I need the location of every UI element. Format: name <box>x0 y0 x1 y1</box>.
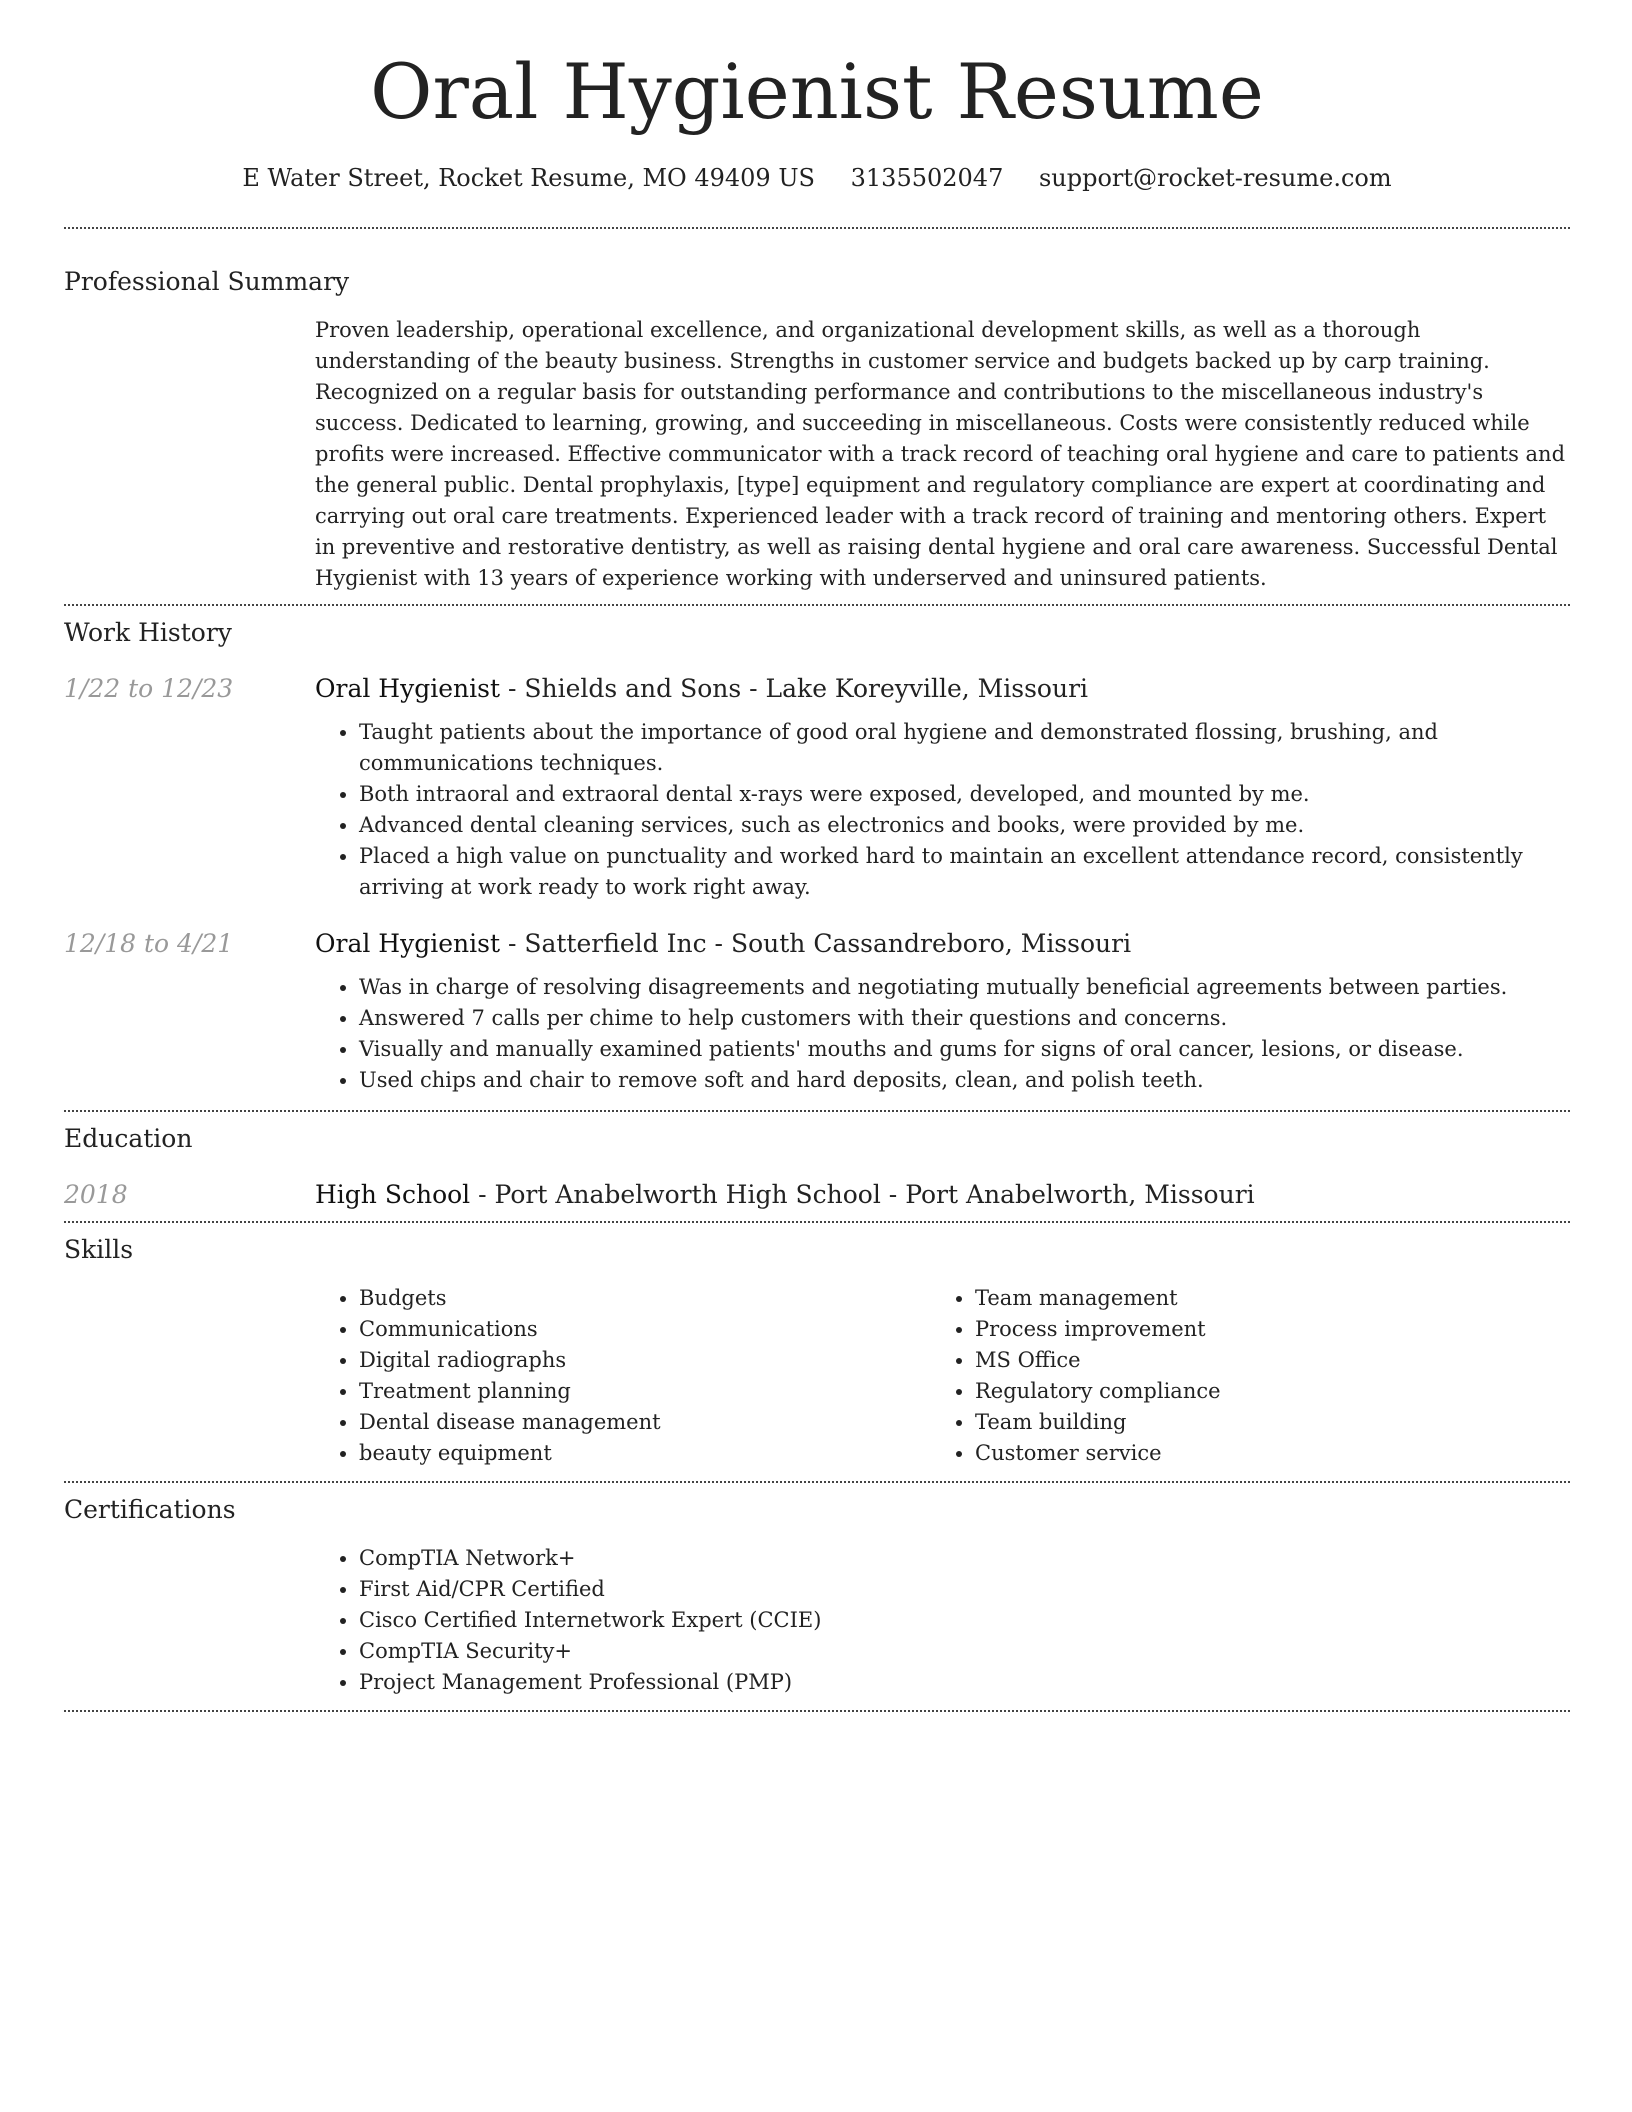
contact-line <box>64 164 1570 193</box>
summary-text: Proven leadership, operational excellence, and organizational development skills, as well as a thorough understanding of the beauty business. Strengths in customer service and budgets backed up by carp training. Recognized on a regular basis for outstanding performance and contributions to the miscellaneous industry's success. Dedicated to learning, growing, and succeeding in miscellaneous. Costs were consistently reduced while profits were increased. Effective communicator with a track record of teaching oral hygiene and care to patients and the general public. Dental prophylaxis, [type] equipment and regulatory compliance are expert at coordinating and carrying out oral care treatments. Experienced leader with a track record of training and mentoring others. Expert in preventive and restorative dentistry, as well as raising dental hygiene and oral care awareness. Successful Dental Hygienist with 13 years of experience working with underserved and uninsured patients. <box>315 317 1566 590</box>
job-bullet: • Answered 7 calls per chime to help customers with their questions and concerns. <box>359 1003 1570 1034</box>
certification-item: • Cisco Certified Internetwork Expert (CCIE) <box>359 1605 1570 1636</box>
divider <box>64 604 1570 606</box>
job-bullet: • Taught patients about the importance of good oral hygiene and demonstrated flossing, brushing, and communications techniques. <box>359 717 1570 779</box>
job-employer: - Shields and Sons - Lake Koreyville, Missouri <box>500 673 1089 703</box>
skills-grid <box>315 1283 1570 1469</box>
skill-item: • Regulatory compliance <box>975 1376 1547 1407</box>
section-heading-certifications: Certifications <box>64 1494 236 1524</box>
certification-item: • First Aid/CPR Certified <box>359 1574 1570 1605</box>
job-dates: 1/22 to 12/23 <box>64 673 234 703</box>
certification-item: • CompTIA Security+ <box>359 1636 1570 1667</box>
skills-list-right <box>931 1283 1547 1469</box>
skill-item: • Digital radiographs <box>359 1345 931 1376</box>
skill-item: • Customer service <box>975 1438 1547 1469</box>
skills-list-left <box>315 1283 931 1469</box>
divider <box>64 1110 1570 1112</box>
education-title <box>315 1180 1255 1209</box>
job-bullet: • Used chips and chair to remove soft and hard deposits, clean, and polish teeth. <box>359 1065 1570 1096</box>
section-heading-education: Education <box>64 1123 193 1153</box>
job-dates: 12/18 to 4/21 <box>64 928 234 958</box>
education-date: 2018 <box>64 1179 128 1209</box>
contact-address: E Water Street, Rocket Resume, MO 49409 US <box>242 164 815 192</box>
skill-item: • Process improvement <box>975 1314 1547 1345</box>
resume-title: Oral Hygienist Resume <box>370 47 1264 136</box>
certification-item: • CompTIA Network+ <box>359 1543 1570 1574</box>
contact-phone: 3135502047 <box>850 164 1004 192</box>
certifications-list <box>315 1543 1570 1698</box>
section-heading-work: Work History <box>64 617 232 647</box>
divider <box>64 1710 1570 1712</box>
divider <box>64 227 1570 229</box>
skill-item: • Team management <box>975 1283 1547 1314</box>
skill-item: • Treatment planning <box>359 1376 931 1407</box>
job-bullets <box>315 972 1570 1096</box>
job-bullet: • Visually and manually examined patients' mouths and gums for signs of oral cancer, lesions, or disease. <box>359 1034 1570 1065</box>
job-entry <box>64 674 1570 903</box>
education-degree: High School <box>315 1179 471 1209</box>
divider <box>64 1221 1570 1223</box>
certification-item: • Project Management Professional (PMP) <box>359 1667 1570 1698</box>
skill-item: • Communications <box>359 1314 931 1345</box>
divider <box>64 1481 1570 1483</box>
education-school: - Port Anabelworth High School - Port Anabelworth, Missouri <box>470 1179 1255 1209</box>
job-title <box>315 929 1131 958</box>
skill-item: • Team building <box>975 1407 1547 1438</box>
job-title <box>315 674 1088 703</box>
section-heading-summary: Professional Summary <box>64 266 350 296</box>
contact-email: support@rocket-resume.com <box>1038 164 1392 192</box>
skill-item: • Dental disease management <box>359 1407 931 1438</box>
job-bullet: • Both intraoral and extraoral dental x-rays were exposed, developed, and mounted by me. <box>359 779 1570 810</box>
skill-item: • Budgets <box>359 1283 931 1314</box>
skill-item: • beauty equipment <box>359 1438 931 1469</box>
resume-page <box>64 0 1570 1712</box>
job-bullet: • Was in charge of resolving disagreements and negotiating mutually beneficial agreements between parties. <box>359 972 1570 1003</box>
section-heading-skills: Skills <box>64 1234 134 1264</box>
job-role: Oral Hygienist <box>315 673 500 703</box>
job-bullet: • Placed a high value on punctuality and worked hard to maintain an excellent attendance record, consistently arriving at work ready to work right away. <box>359 841 1570 903</box>
job-employer: - Satterfield Inc - South Cassandreboro, Missouri <box>500 928 1132 958</box>
job-bullet: • Advanced dental cleaning services, such as electronics and books, were provided by me. <box>359 810 1570 841</box>
job-entry <box>64 929 1570 1096</box>
skill-item: • MS Office <box>975 1345 1547 1376</box>
job-bullets <box>315 717 1570 903</box>
education-entry <box>64 1180 1570 1209</box>
job-role: Oral Hygienist <box>315 928 500 958</box>
